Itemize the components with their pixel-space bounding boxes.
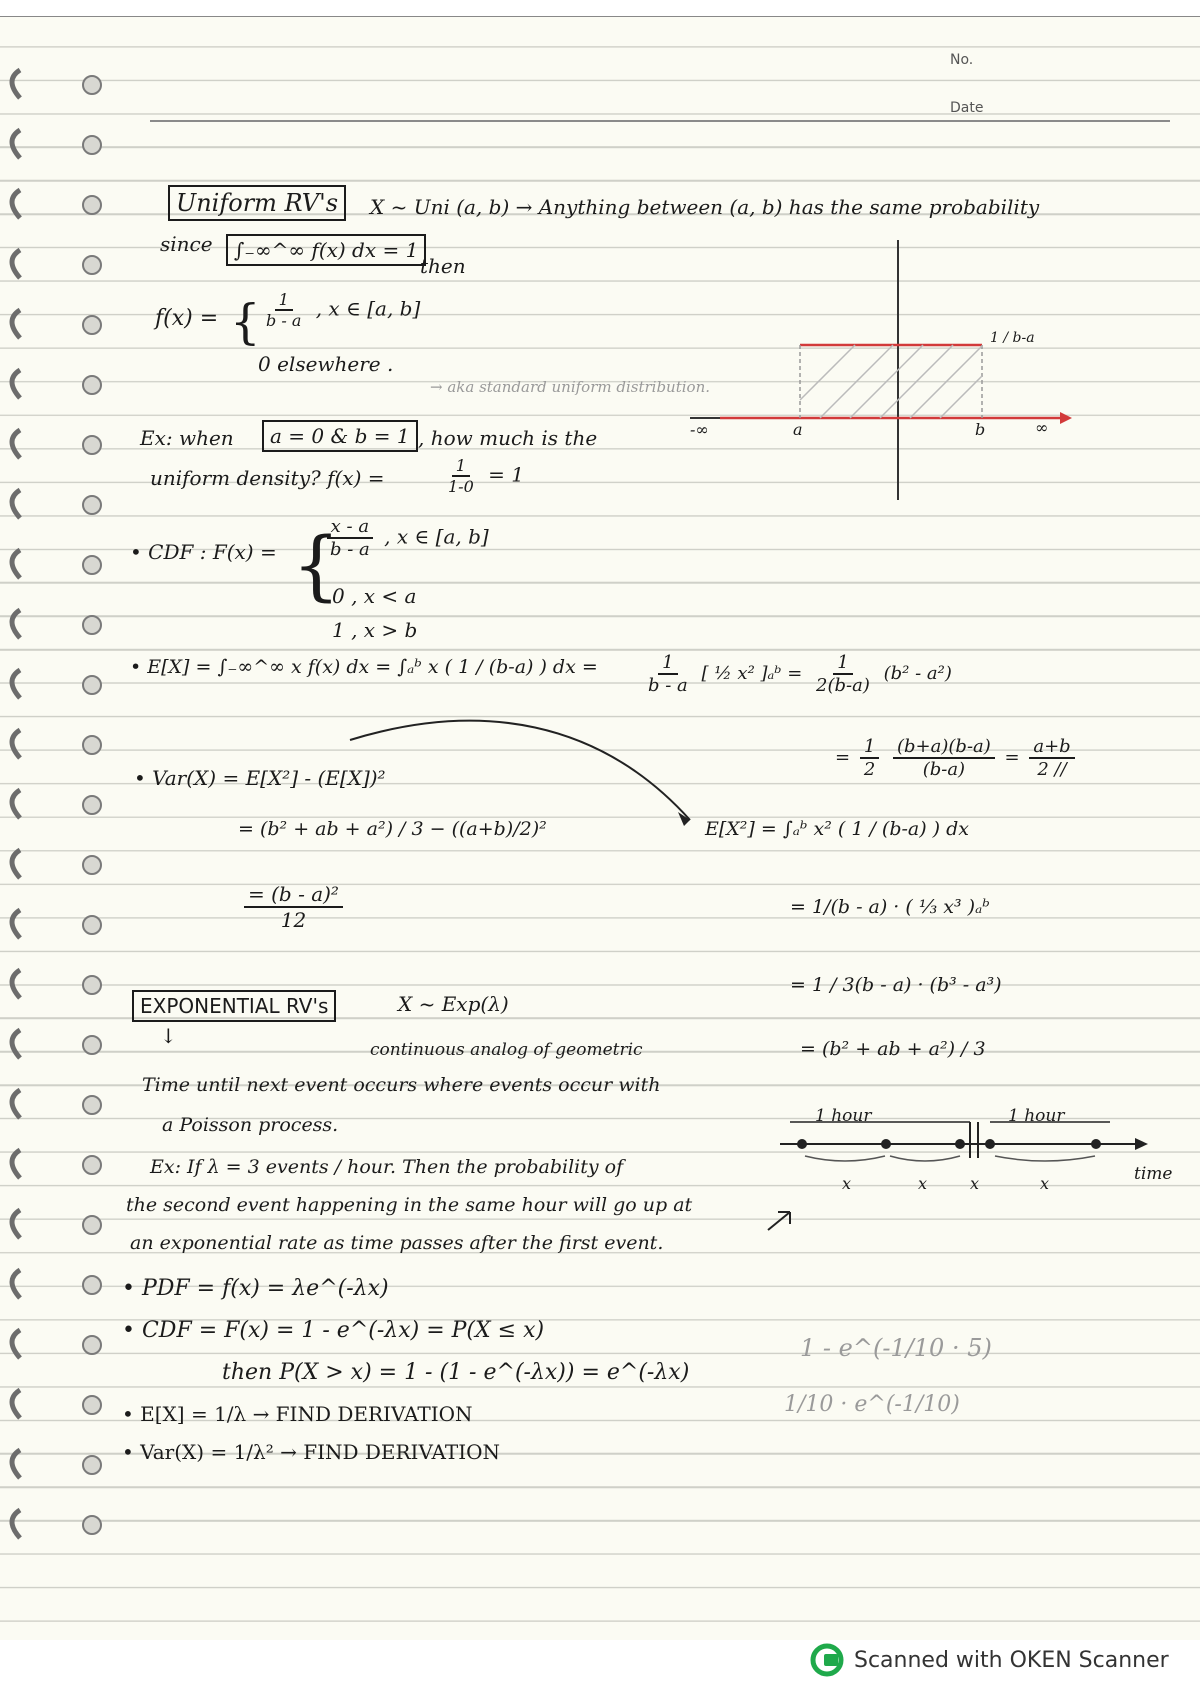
cdf-brace: { — [292, 520, 341, 609]
timeline-time-label: time — [1134, 1164, 1173, 1184]
poisson-timeline — [780, 1122, 1148, 1161]
scanner-watermark — [810, 1640, 1169, 1680]
page-date-label: Date — [950, 100, 984, 116]
ex-step2-body: [ ½ x² ]ₐᵇ = — [701, 663, 803, 684]
ex-step3-num: 1 — [833, 652, 852, 675]
exponential-definition: X ~ Exp(λ) — [398, 992, 509, 1016]
graph-height-label: 1 / b-a — [990, 330, 1035, 346]
uniform-density-graph — [690, 240, 1072, 500]
pdf-case1-cond: , x ∈ [a, b] — [315, 296, 421, 321]
uniform-definition: X ~ Uni (a, b) → Anything between (a, b) has the same probability — [370, 195, 1040, 219]
ex-step4-pre: = — [835, 747, 851, 768]
exponential-cdf: • CDF = F(x) = 1 - e^(-λx) = P(X ≤ x) — [122, 1318, 545, 1343]
pdf-lhs: f(x) = — [155, 306, 219, 331]
expectation-step2 — [640, 652, 952, 696]
second-moment-lhs: E[X²] = ∫ₐᵇ x² ( 1 / (b-a) ) dx — [705, 818, 970, 840]
second-moment-step2: = 1 / 3(b - a) · (b³ - a³) — [790, 974, 1002, 996]
example-pre: Ex: when — [140, 426, 234, 450]
timeline-x-mark: x — [842, 1174, 852, 1193]
ex-step3-body: (b² - a²) — [883, 663, 952, 684]
page-number-label: No. — [950, 52, 974, 68]
variance-step1: = (b² + ab + a²) / 3 − ((a+b)/2)² — [238, 818, 547, 840]
exponential-pdf: • PDF = f(x) = λe^(-λx) — [122, 1276, 389, 1301]
pdf-case2: 0 elsewhere . — [258, 352, 394, 376]
ex-step4-result-num: a+b — [1029, 736, 1074, 759]
timeline-hour1-label: 1 hour — [815, 1106, 872, 1126]
since-label: since — [160, 232, 213, 256]
pdf-case1 — [258, 290, 420, 330]
timeline-x-mark: x — [918, 1174, 928, 1193]
exponential-mean: • E[X] = 1/λ → FIND DERIVATION — [122, 1402, 473, 1426]
variance-lhs: • Var(X) = E[X²] - (E[X])² — [134, 766, 386, 790]
example-result: = 1 — [488, 462, 524, 487]
graph-neg-inf-label: -∞ — [690, 420, 709, 439]
continuous-analog-note: continuous analog of geometric — [370, 1040, 643, 1060]
ex-step4-den: 2 — [863, 759, 876, 780]
pencil-note-2: 1/10 · e^(-1/10) — [784, 1392, 960, 1417]
cdf-case3: 1 , x > b — [332, 618, 418, 642]
second-moment-step3: = (b² + ab + a²) / 3 — [800, 1038, 986, 1060]
header-rule — [150, 120, 1170, 122]
expectation-step4: = $\frac{1}{2}$ $\frac{(b+a)(b-a)}{(b-a)}$ = $\frac{a+b}{2 //}$ — [835, 736, 1079, 780]
ex-step4-num: 1 — [860, 736, 879, 759]
timeline-hour2-label: 1 hour — [1008, 1106, 1065, 1126]
expectation-lhs: • E[X] = ∫₋∞^∞ x f(x) dx = ∫ₐᵇ x ( 1 / (b-a) ) dx = — [130, 656, 598, 678]
cdf-case1-num: x - a — [327, 516, 373, 539]
spiral-binding — [0, 30, 110, 1630]
timeline-x-mark: x — [970, 1174, 980, 1193]
density-hatch — [800, 345, 982, 418]
example-post: , how much is the — [418, 426, 598, 450]
cdf-case1-cond: , x ∈ [a, b] — [384, 524, 489, 549]
example-frac-den: 1-0 — [448, 477, 474, 496]
exponential-example-line2: the second event happening in the same hour will go up at — [126, 1194, 693, 1216]
cdf-case1-den: b - a — [330, 539, 370, 560]
exponential-variance: • Var(X) = 1/λ² → FIND DERIVATION — [122, 1440, 501, 1464]
scanner-label: Scanned with OKEN Scanner — [854, 1647, 1169, 1673]
pdf-brace: { — [230, 294, 261, 350]
oken-scanner-logo-icon — [810, 1643, 844, 1677]
page-top-edge — [0, 0, 1200, 17]
normalization-integral: ∫₋∞^∞ f(x) dx = 1 — [226, 234, 426, 266]
aka-note: → aka standard uniform distribution. — [430, 378, 710, 396]
ex-step4-body-den: (b-a) — [922, 759, 966, 780]
example-frac-num: 1 — [452, 456, 470, 477]
cdf-lhs: • CDF : F(x) = — [130, 540, 277, 564]
uniform-title: Uniform RV's — [168, 185, 346, 221]
exponential-example-line3: an exponential rate as time passes after the first event. — [130, 1232, 664, 1254]
then-label: then — [420, 254, 466, 278]
variance-step2 — [240, 882, 347, 932]
exponential-arrow: ↓ — [160, 1024, 177, 1048]
var-step2-den: 12 — [280, 908, 307, 932]
ex-step2-den: b - a — [648, 675, 688, 696]
graph-pos-inf-label: ∞ — [1035, 418, 1049, 437]
example-box: a = 0 & b = 1 — [262, 420, 418, 452]
timeline-x-mark: x — [1040, 1174, 1050, 1193]
exponential-survival: then P(X > x) = 1 - (1 - e^(-λx)) = e^(-λx) — [222, 1360, 690, 1385]
exponential-line2: a Poisson process. — [162, 1114, 339, 1136]
cdf-case2: 0 , x < a — [332, 584, 417, 608]
var-step2-num: = (b - a)² — [244, 882, 343, 908]
exponential-title: EXPONENTIAL RV's — [132, 990, 336, 1022]
cdf-case1 — [322, 516, 489, 560]
graph-a-label: a — [793, 420, 803, 439]
ex-step4-result-den: 2 // — [1037, 759, 1067, 780]
second-moment-step1: = 1/(b - a) · ( ⅓ x³ )ₐᵇ — [790, 896, 990, 918]
pdf-case1-den: b - a — [266, 311, 302, 330]
graph-b-label: b — [975, 420, 986, 439]
curved-arrow — [350, 721, 690, 820]
ex-step4-body-num: (b+a)(b-a) — [893, 736, 995, 759]
exponential-example-line1: Ex: If λ = 3 events / hour. Then the probability of — [150, 1156, 624, 1178]
diagonal-arrow — [768, 1212, 790, 1230]
ex-step2-num: 1 — [658, 652, 677, 675]
ex-step3-den: 2(b-a) — [816, 675, 870, 696]
exponential-line1: Time until next event occurs where events occur with — [142, 1074, 661, 1096]
pencil-note-1: 1 - e^(-1/10 · 5) — [800, 1334, 992, 1362]
example-frac — [440, 456, 524, 496]
example-line2: uniform density? f(x) = — [150, 466, 385, 490]
pdf-case1-num: 1 — [275, 290, 293, 311]
